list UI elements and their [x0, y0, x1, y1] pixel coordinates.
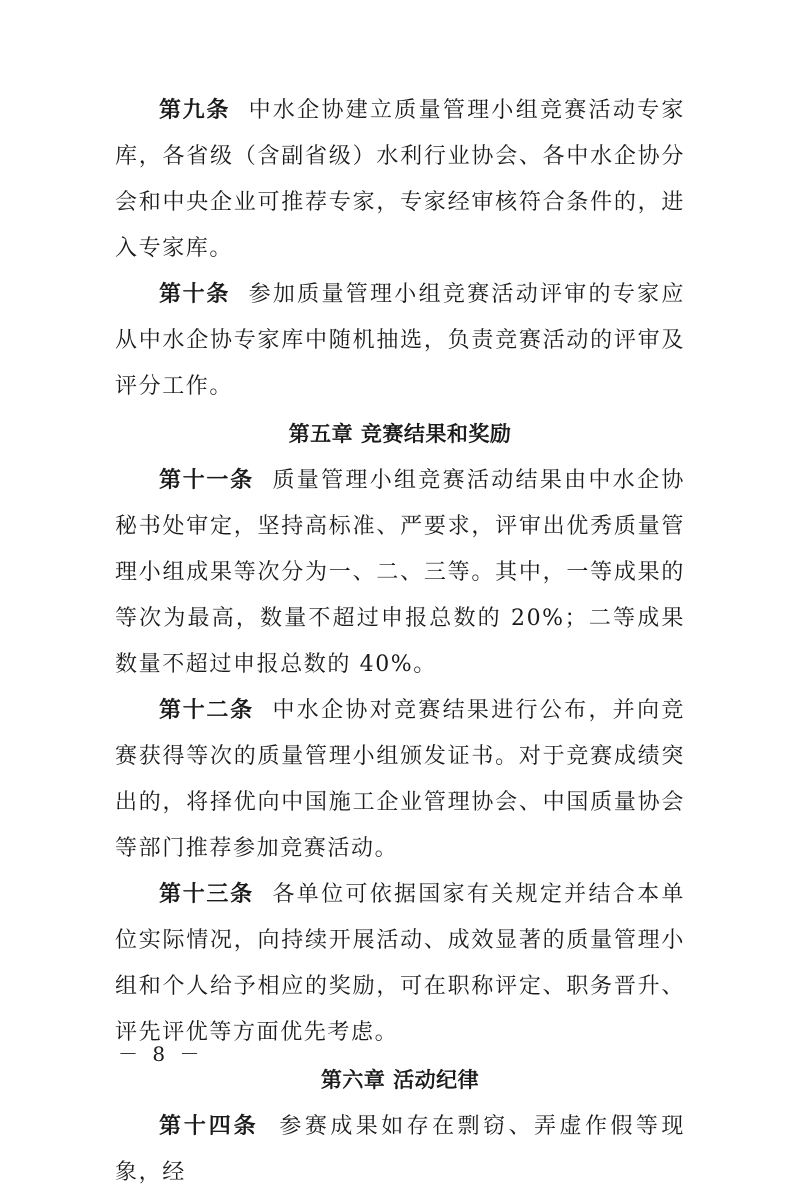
- article-11: [115, 458, 685, 688]
- chapter-heading-5: 第五章 竞赛结果和奖励: [288, 422, 512, 446]
- article-12: [115, 688, 685, 872]
- page-number: － 8 －: [118, 1042, 204, 1066]
- document-body: [115, 88, 685, 1196]
- article-14: [115, 1104, 685, 1196]
- article-text: 参赛成果如存在剽窃、弄虚作假等现象，经: [115, 1114, 685, 1185]
- article-number: 第十一条: [159, 468, 254, 493]
- article-text: 中水企协建立质量管理小组竞赛活动专家库，各省级（含副省级）水利行业协会、各中水企协分会和中央企业可推荐专家，专家经审核符合条件的，进入专家库。: [115, 98, 685, 261]
- article-10: [115, 272, 685, 410]
- chapter-heading-6: 第六章 活动纪律: [320, 1068, 480, 1092]
- article-13: [115, 872, 685, 1056]
- article-text: 中水企协对竞赛结果进行公布，并向竞赛获得等次的质量管理小组颁发证书。对于竞赛成绩突出的，将择优向中国施工企业管理协会、中国质量协会等部门推荐参加竞赛活动。: [115, 698, 685, 861]
- article-text: 各单位可依据国家有关规定并结合本单位实际情况，向持续开展活动、成效显著的质量管理小组和个人给予相应的奖励，可在职称评定、职务晋升、评先评优等方面优先考虑。: [115, 882, 685, 1045]
- article-number: 第十条: [159, 282, 231, 307]
- article-number: 第十三条: [159, 882, 254, 907]
- article-9: [115, 88, 685, 272]
- article-text: 参加质量管理小组竞赛活动评审的专家应从中水企协专家库中随机抽选，负责竞赛活动的评审及评分工作。: [115, 282, 685, 399]
- article-text: 质量管理小组竞赛活动结果由中水企协秘书处审定，坚持高标准、严要求，评审出优秀质量管理小组成果等次分为一、二、三等。其中，一等成果的等次为最高，数量不超过申报总数的 20%；二等成果数量不超过申报总数的 40%。: [115, 468, 685, 677]
- article-number: 第十二条: [159, 698, 254, 723]
- article-number: 第十四条: [159, 1114, 259, 1139]
- article-number: 第九条: [159, 98, 231, 123]
